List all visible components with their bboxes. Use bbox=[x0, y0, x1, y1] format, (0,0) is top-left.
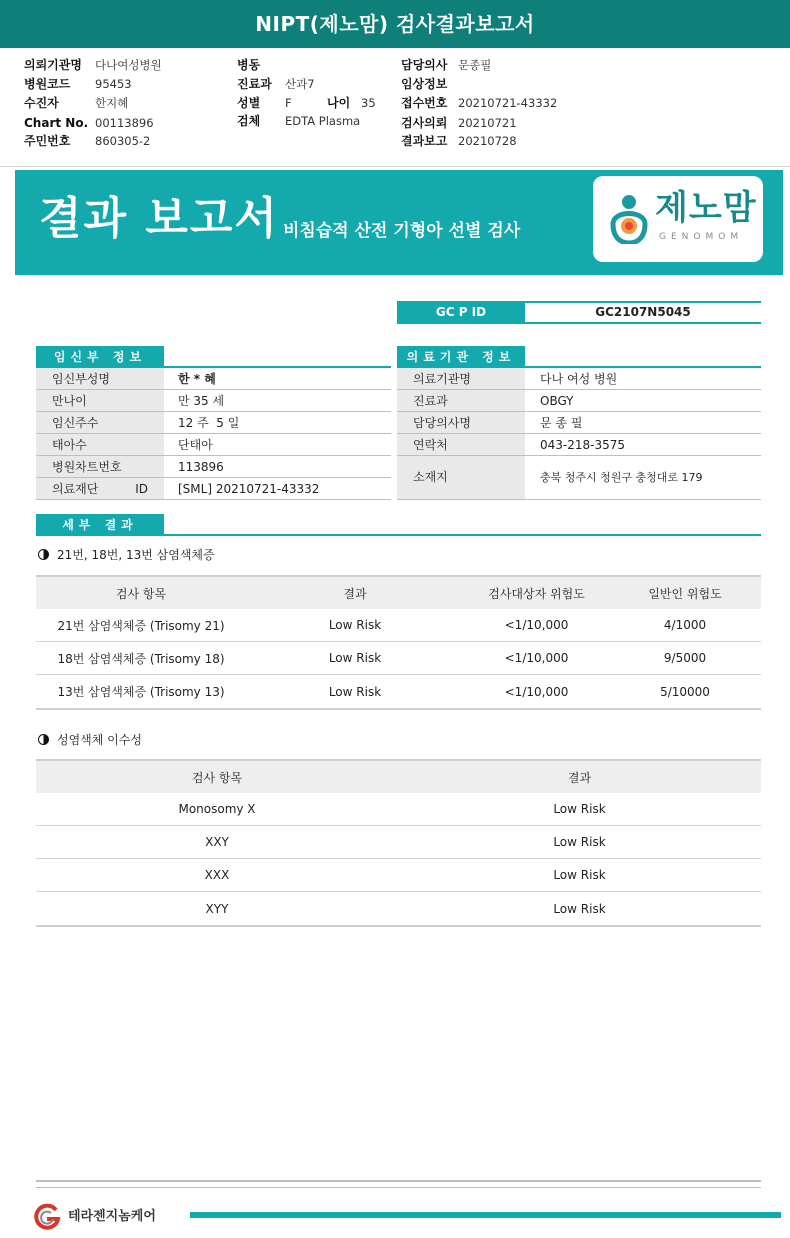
header-label: 진료과 bbox=[237, 77, 272, 91]
trisomy-caption bbox=[38, 546, 215, 564]
table-row bbox=[36, 675, 761, 710]
column-header: 결과 bbox=[567, 770, 592, 785]
table-cell: XXX bbox=[204, 868, 230, 882]
header-value: 860305-2 bbox=[95, 134, 151, 148]
banner-title: 결과 보고서 bbox=[39, 193, 279, 244]
logo-text: 제노맘 bbox=[655, 188, 757, 228]
table-cell: Low Risk bbox=[328, 618, 382, 632]
header-label: 주민번호 bbox=[24, 134, 71, 148]
table-cell: Low Risk bbox=[553, 802, 606, 816]
column-header: 검사 항목 bbox=[191, 770, 243, 785]
header-label: 임상정보 bbox=[401, 77, 448, 91]
institution-info-heading: 의료기관 정보 bbox=[397, 346, 525, 368]
header-label: 접수번호 bbox=[401, 96, 448, 110]
header-value: 20210721-43332 bbox=[458, 96, 558, 110]
header-value: 95453 bbox=[95, 77, 132, 91]
footer-rule bbox=[36, 1180, 761, 1182]
sex-caption-text: 성염색체 이수성 bbox=[57, 733, 142, 747]
institution-info-table bbox=[397, 368, 761, 502]
header-label: 병원코드 bbox=[24, 77, 71, 91]
info-value: 다나 여성 병원 bbox=[540, 372, 618, 386]
header-value: 다나여성병원 bbox=[95, 58, 162, 72]
info-row bbox=[397, 434, 761, 456]
info-value: 문 종 필 bbox=[540, 416, 583, 430]
header-label: 검사의뢰 bbox=[401, 116, 448, 130]
patient-info-heading: 임신부 정보 bbox=[36, 346, 164, 368]
table-row bbox=[36, 793, 761, 826]
info-value: [SML] 20210721-43332 bbox=[178, 482, 320, 496]
trisomy-caption-text: 21번, 18번, 13번 삼염색체증 bbox=[57, 548, 215, 562]
info-key: 임신부성명 bbox=[36, 368, 164, 389]
table-header bbox=[36, 575, 761, 609]
footer-bar bbox=[190, 1212, 781, 1218]
age-value: 35 bbox=[361, 96, 376, 110]
header-divider bbox=[0, 166, 790, 167]
info-key: 만나이 bbox=[36, 390, 164, 411]
table-cell: 21번 삼염색체증 (Trisomy 21) bbox=[57, 618, 225, 633]
info-value: OBGY bbox=[540, 394, 574, 408]
header-value: 20210728 bbox=[458, 134, 517, 148]
info-value: 113896 bbox=[178, 460, 224, 474]
patient-info-table bbox=[36, 368, 391, 502]
table-cell: Low Risk bbox=[328, 651, 382, 665]
header-label: 병동 bbox=[237, 58, 261, 72]
table-cell: 5/10000 bbox=[660, 684, 710, 699]
section-rule bbox=[36, 534, 761, 536]
table-cell: <1/10,000 bbox=[504, 684, 569, 699]
info-row bbox=[36, 390, 391, 412]
column-header: 결과 bbox=[343, 586, 367, 601]
info-value: 043-218-3575 bbox=[540, 438, 626, 452]
table-row bbox=[36, 642, 761, 675]
info-row bbox=[36, 412, 391, 434]
report-banner bbox=[15, 170, 783, 275]
info-key: 의료재단 ID bbox=[36, 478, 164, 499]
header-label: 의뢰기관명 bbox=[24, 58, 82, 72]
header-label: 담당의사 bbox=[401, 58, 448, 72]
info-key: 연락처 bbox=[397, 434, 525, 455]
info-key: 담당의사명 bbox=[397, 412, 525, 433]
info-row bbox=[397, 390, 761, 412]
age-label: 나이 bbox=[327, 96, 351, 110]
header-label: Chart No. bbox=[24, 116, 89, 130]
info-row bbox=[36, 478, 391, 500]
sex-chromosome-caption bbox=[38, 731, 142, 749]
table-cell: 13번 삼염색체증 (Trisomy 13) bbox=[57, 685, 225, 699]
info-key: 진료과 bbox=[397, 390, 525, 411]
table-cell: Low Risk bbox=[553, 835, 606, 849]
info-row bbox=[397, 412, 761, 434]
table-row bbox=[36, 826, 761, 859]
info-key: 태아수 bbox=[36, 434, 164, 455]
trisomy-table bbox=[36, 575, 761, 711]
header-value: EDTA Plasma bbox=[285, 114, 361, 128]
info-key: 의료기관명 bbox=[397, 368, 525, 389]
info-value: 12 주 5 일 bbox=[178, 416, 240, 430]
table-row bbox=[36, 859, 761, 892]
info-value: 한 * 혜 bbox=[178, 372, 216, 386]
header-value: 20210721 bbox=[458, 116, 517, 130]
header-value: 산과7 bbox=[285, 77, 315, 91]
info-row bbox=[397, 456, 761, 500]
gcp-id-value: GC2107N5045 bbox=[525, 301, 761, 324]
info-key: 임신주수 bbox=[36, 412, 164, 433]
sex-chromosome-table bbox=[36, 759, 761, 929]
header-label: 성별 bbox=[237, 96, 261, 110]
details-heading: 세부 결과 bbox=[36, 514, 164, 536]
header-value: 한지혜 bbox=[95, 96, 129, 110]
table-cell: <1/10,000 bbox=[504, 618, 569, 632]
order-header bbox=[0, 50, 790, 166]
report-title: NIPT(제노맘) 검사결과보고서 bbox=[0, 0, 790, 48]
info-value: 만 35 세 bbox=[178, 394, 225, 408]
mother-baby-icon bbox=[607, 194, 651, 244]
table-row bbox=[36, 892, 761, 927]
table-cell: Low Risk bbox=[553, 868, 606, 882]
column-header: 검사 항목 bbox=[115, 586, 167, 601]
table-cell: Low Risk bbox=[328, 684, 382, 699]
half-circle-icon bbox=[38, 734, 49, 745]
table-cell: 4/1000 bbox=[663, 618, 707, 632]
header-value: F bbox=[285, 96, 292, 110]
info-value: 충북 청주시 청원구 충청대로 179 bbox=[540, 471, 703, 484]
logo-subtext: GENOMOM bbox=[659, 232, 744, 242]
banner-subtitle: 비침습적 산전 기형아 선별 검사 bbox=[283, 221, 521, 241]
company-name: 테라젠지놈케어 bbox=[68, 1209, 156, 1224]
table-row bbox=[36, 609, 761, 642]
header-label: 수진자 bbox=[24, 96, 59, 110]
table-cell: XYY bbox=[205, 901, 229, 916]
table-cell: 18번 삼염색체증 (Trisomy 18) bbox=[57, 651, 225, 666]
gcp-id-label: GC P ID bbox=[397, 301, 525, 324]
genomom-logo bbox=[593, 176, 763, 262]
table-cell: Low Risk bbox=[553, 901, 606, 916]
g-logo-icon bbox=[32, 1204, 62, 1230]
header-value: 00113896 bbox=[95, 116, 154, 130]
header-label: 검체 bbox=[237, 114, 261, 128]
info-row bbox=[36, 368, 391, 390]
info-key: 소재지 bbox=[397, 456, 525, 499]
table-cell: Monosomy X bbox=[178, 802, 256, 816]
table-cell: <1/10,000 bbox=[504, 651, 569, 665]
header-value: 문종필 bbox=[458, 58, 492, 72]
header-label: 결과보고 bbox=[401, 134, 448, 148]
info-row bbox=[397, 368, 761, 390]
table-cell: 9/5000 bbox=[663, 651, 707, 665]
column-header: 일반인 위험도 bbox=[648, 586, 722, 601]
table-cell: XXY bbox=[205, 835, 229, 849]
half-circle-icon bbox=[38, 549, 49, 560]
footer-rule bbox=[36, 1187, 761, 1188]
table-header bbox=[36, 759, 761, 793]
info-row bbox=[36, 434, 391, 456]
info-row bbox=[36, 456, 391, 478]
column-header: 검사대상자 위험도 bbox=[488, 586, 585, 601]
info-key: 병원차트번호 bbox=[36, 456, 164, 477]
info-value: 단태아 bbox=[178, 438, 213, 452]
